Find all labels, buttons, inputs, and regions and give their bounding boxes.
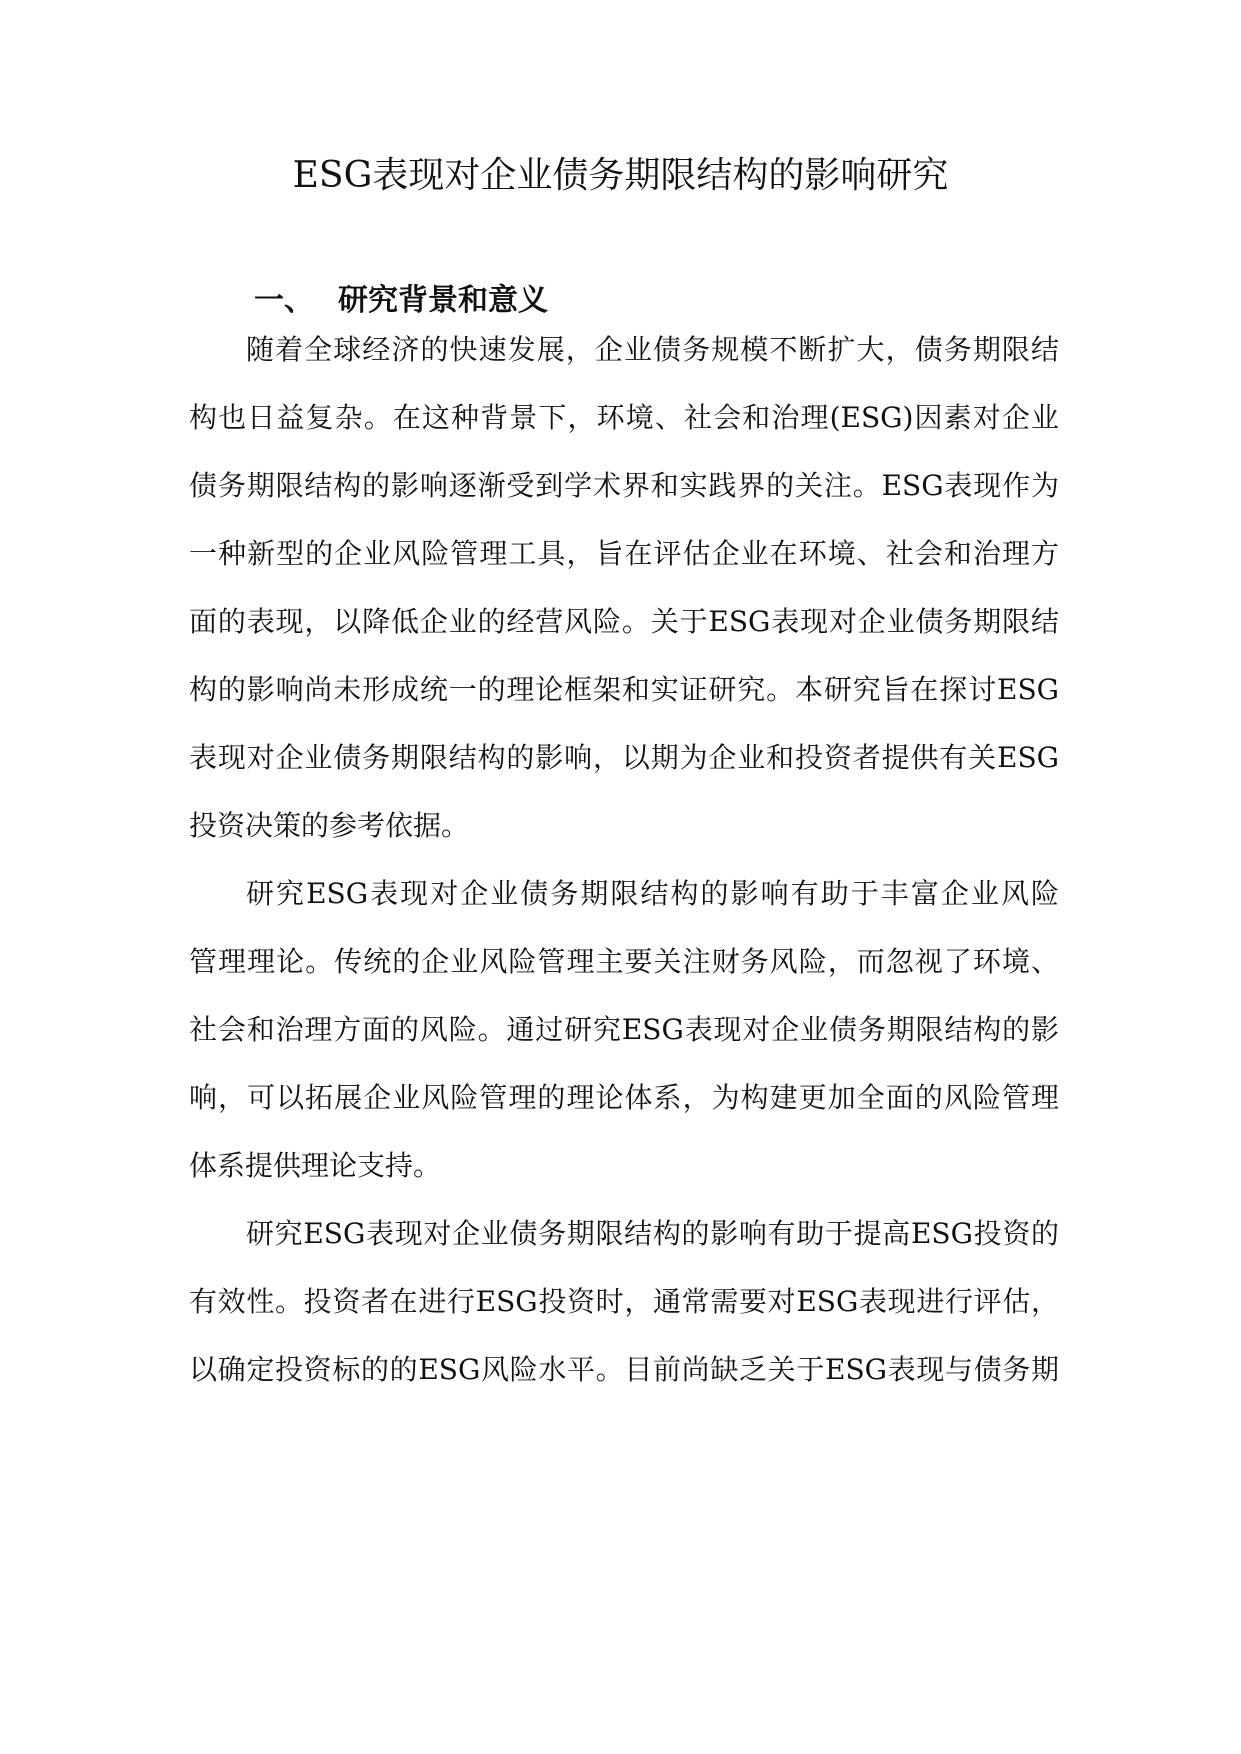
paragraph-line: 一种新型的企业风险管理工具，旨在评估企业在环境、社会和治理方 [189, 537, 1059, 570]
paragraph-line: 响，可以拓展企业风险管理的理论体系，为构建更加全面的风险管理 [189, 1081, 1059, 1114]
document-title: ESG表现对企业债务期限结构的影响研究 [292, 155, 949, 196]
paragraph-line: 表现对企业债务期限结构的影响，以期为企业和投资者提供有关ESG [189, 741, 1059, 774]
paragraph-line: 研究ESG表现对企业债务期限结构的影响有助于丰富企业风险 [246, 877, 1059, 910]
section-title: 研究背景和意义 [338, 283, 548, 318]
section-heading [254, 277, 548, 325]
section-number: 一、 [254, 283, 314, 318]
paragraph-line: 体系提供理论支持。 [189, 1149, 442, 1182]
paragraph-line: 管理理论。传统的企业风险管理主要关注财务风险，而忽视了环境、 [189, 945, 1059, 978]
paragraph-line: 有效性。投资者在进行ESG投资时，通常需要对ESG表现进行评估， [189, 1285, 1059, 1318]
paragraph-line: 面的表现，以降低企业的经营风险。关于ESG表现对企业债务期限结 [189, 605, 1059, 638]
paragraph-line: 构也日益复杂。在这种背景下，环境、社会和治理(ESG)因素对企业 [189, 401, 1059, 434]
paragraph-line: 社会和治理方面的风险。通过研究ESG表现对企业债务期限结构的影 [189, 1013, 1059, 1046]
paragraph-line: 投资决策的参考依据。 [189, 809, 470, 842]
paragraph-line: 构的影响尚未形成统一的理论框架和实证研究。本研究旨在探讨ESG [189, 673, 1059, 706]
paragraph-line: 研究ESG表现对企业债务期限结构的影响有助于提高ESG投资的 [246, 1217, 1059, 1250]
paragraph-line: 债务期限结构的影响逐渐受到学术界和实践界的关注。ESG表现作为 [189, 469, 1059, 502]
paragraph-line: 随着全球经济的快速发展，企业债务规模不断扩大，债务期限结 [246, 333, 1059, 366]
paragraph-line: 以确定投资标的的ESG风险水平。目前尚缺乏关于ESG表现与债务期 [189, 1353, 1059, 1386]
